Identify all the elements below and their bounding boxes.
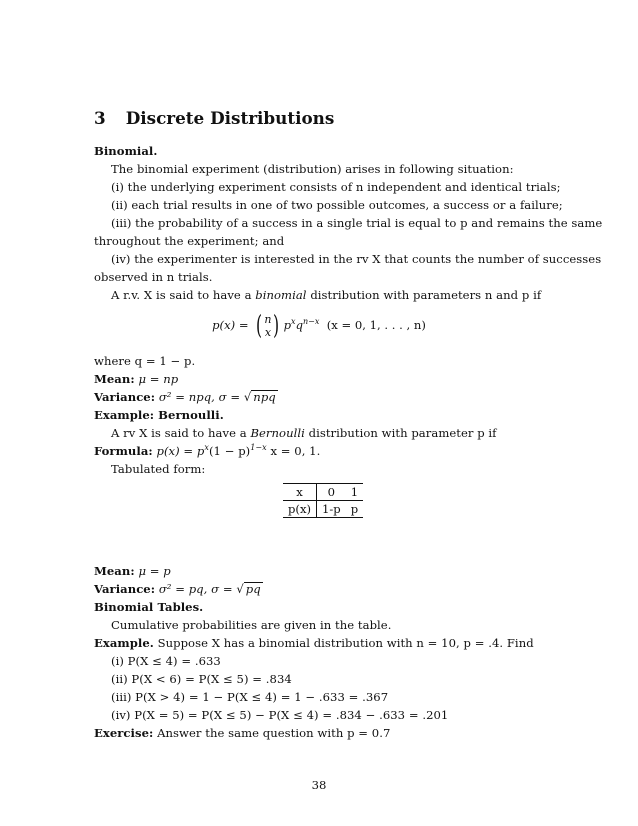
binomial-variance: Variance: σ² = npq, σ = √ npq bbox=[94, 390, 276, 404]
exercise bbox=[94, 724, 564, 742]
formula-q: q bbox=[295, 318, 303, 332]
formula-left: p(x) = bbox=[212, 318, 253, 332]
bernoulli-definition-pre: A rv X is said to have a bbox=[111, 426, 251, 440]
table-row bbox=[283, 501, 363, 518]
section-title-text: Discrete Distributions bbox=[125, 108, 335, 128]
mean-label: Mean: bbox=[94, 372, 135, 386]
bernoulli-variance-label: Variance: bbox=[94, 582, 156, 596]
bernoulli-mean-label: Mean: bbox=[94, 564, 135, 578]
table-cell: 1 bbox=[346, 484, 363, 501]
mean-value: μ = np bbox=[138, 372, 179, 386]
binomial-intro: The binomial experiment (distribution) arises in following situation: bbox=[111, 162, 514, 176]
bernoulli-formula-label: Formula: bbox=[94, 444, 153, 458]
example-item-1: (i) P(X ≤ 4) = .633 bbox=[111, 654, 221, 668]
binom-bottom: x bbox=[264, 326, 272, 339]
binomial-condition-4b: observed in n trials. bbox=[94, 270, 213, 284]
table-header-row bbox=[283, 484, 363, 501]
example-item-3: (iii) P(X > 4) = 1 − P(X ≤ 4) = 1 − .633 = .367 bbox=[111, 690, 389, 704]
binomial-condition-1: (i) the underlying experiment consists of n independent and identical trials; bbox=[111, 180, 561, 194]
table-cell: x bbox=[283, 484, 317, 501]
binomial-where: where q = 1 − p. bbox=[94, 354, 196, 368]
binomial-definition-post: distribution with parameters n and p if bbox=[306, 288, 542, 302]
formula-sup-x: x bbox=[291, 317, 296, 326]
exercise-text: Answer the same question with p = 0.7 bbox=[153, 726, 391, 740]
example bbox=[94, 634, 564, 652]
page-number: 38 bbox=[311, 778, 327, 792]
binomial-formula bbox=[0, 313, 638, 343]
bernoulli-mean bbox=[94, 562, 564, 580]
formula-range: (x = 0, 1, . . . , n) bbox=[326, 318, 426, 332]
binomial-tables-text: Cumulative probabilities are given in the table. bbox=[111, 618, 392, 632]
bernoulli-sup-x: x bbox=[204, 443, 209, 452]
bernoulli-definition-post: distribution with parameter p if bbox=[304, 426, 497, 440]
exercise-label: Exercise: bbox=[94, 726, 154, 740]
formula-p: p bbox=[283, 318, 292, 332]
bernoulli-mean-value: μ = p bbox=[138, 564, 171, 578]
binomial-heading: Binomial. bbox=[94, 144, 158, 158]
binomial-definition bbox=[111, 286, 581, 304]
binomial-coefficient: ( n x) bbox=[256, 311, 280, 341]
bernoulli-variance-value: σ² = pq, σ = bbox=[158, 582, 237, 596]
bernoulli-variance-sqrt: pq bbox=[245, 582, 261, 596]
bernoulli-table bbox=[283, 483, 363, 518]
binomial-mean bbox=[94, 370, 564, 388]
example-item-4: (iv) P(X = 5) = P(X ≤ 5) − P(X ≤ 4) = .834 − .633 = .201 bbox=[111, 708, 449, 722]
bernoulli-formula-b: (1 − p) bbox=[208, 444, 251, 458]
bernoulli-formula-c: x = 0, 1. bbox=[266, 444, 321, 458]
bernoulli-tabulated: Tabulated form: bbox=[111, 462, 206, 476]
example-text: Suppose X has a binomial distribution with n = 10, p = .4. Find bbox=[153, 636, 534, 650]
table-cell: p(x) bbox=[283, 501, 317, 518]
binomial-tables-heading: Binomial Tables. bbox=[94, 600, 204, 614]
bernoulli-definition-word: Bernoulli bbox=[250, 426, 305, 440]
binomial-condition-4a: (iv) the experimenter is interested in the rv X that counts the number of successes bbox=[111, 252, 602, 266]
variance-value: σ² = npq, σ = bbox=[158, 390, 244, 404]
bernoulli-definition bbox=[111, 424, 581, 442]
binomial-definition-pre: A r.v. X is said to have a bbox=[111, 288, 256, 302]
variance-sqrt: npq bbox=[253, 390, 276, 404]
table-cell: 1-p bbox=[317, 501, 346, 518]
table-cell: p bbox=[346, 501, 363, 518]
example-label: Example. bbox=[94, 636, 154, 650]
table-cell: 0 bbox=[317, 484, 346, 501]
formula-sup-nx: n−x bbox=[302, 317, 320, 326]
bernoulli-sup-1x: 1−x bbox=[250, 443, 267, 452]
binomial-condition-2: (ii) each trial results in one of two possible outcomes, a success or a failure; bbox=[111, 198, 563, 212]
binomial-definition-word: binomial bbox=[255, 288, 307, 302]
binomial-condition-3a: (iii) the probability of a success in a single trial is equal to p and remains the same bbox=[111, 216, 603, 230]
binom-top: n bbox=[264, 313, 272, 326]
example-item-2: (ii) P(X < 6) = P(X ≤ 5) = .834 bbox=[111, 672, 292, 686]
bernoulli-formula-a: p(x) = p bbox=[156, 444, 205, 458]
bernoulli-formula bbox=[94, 442, 564, 460]
bernoulli-heading: Example: Bernoulli. bbox=[94, 408, 224, 422]
variance-label: Variance: bbox=[94, 390, 156, 404]
bernoulli-variance: Variance: σ² = pq, σ = √ pq bbox=[94, 582, 261, 596]
section-number: 3 bbox=[94, 108, 106, 128]
binomial-condition-3b: throughout the experiment; and bbox=[94, 234, 285, 248]
section-title bbox=[94, 108, 334, 128]
